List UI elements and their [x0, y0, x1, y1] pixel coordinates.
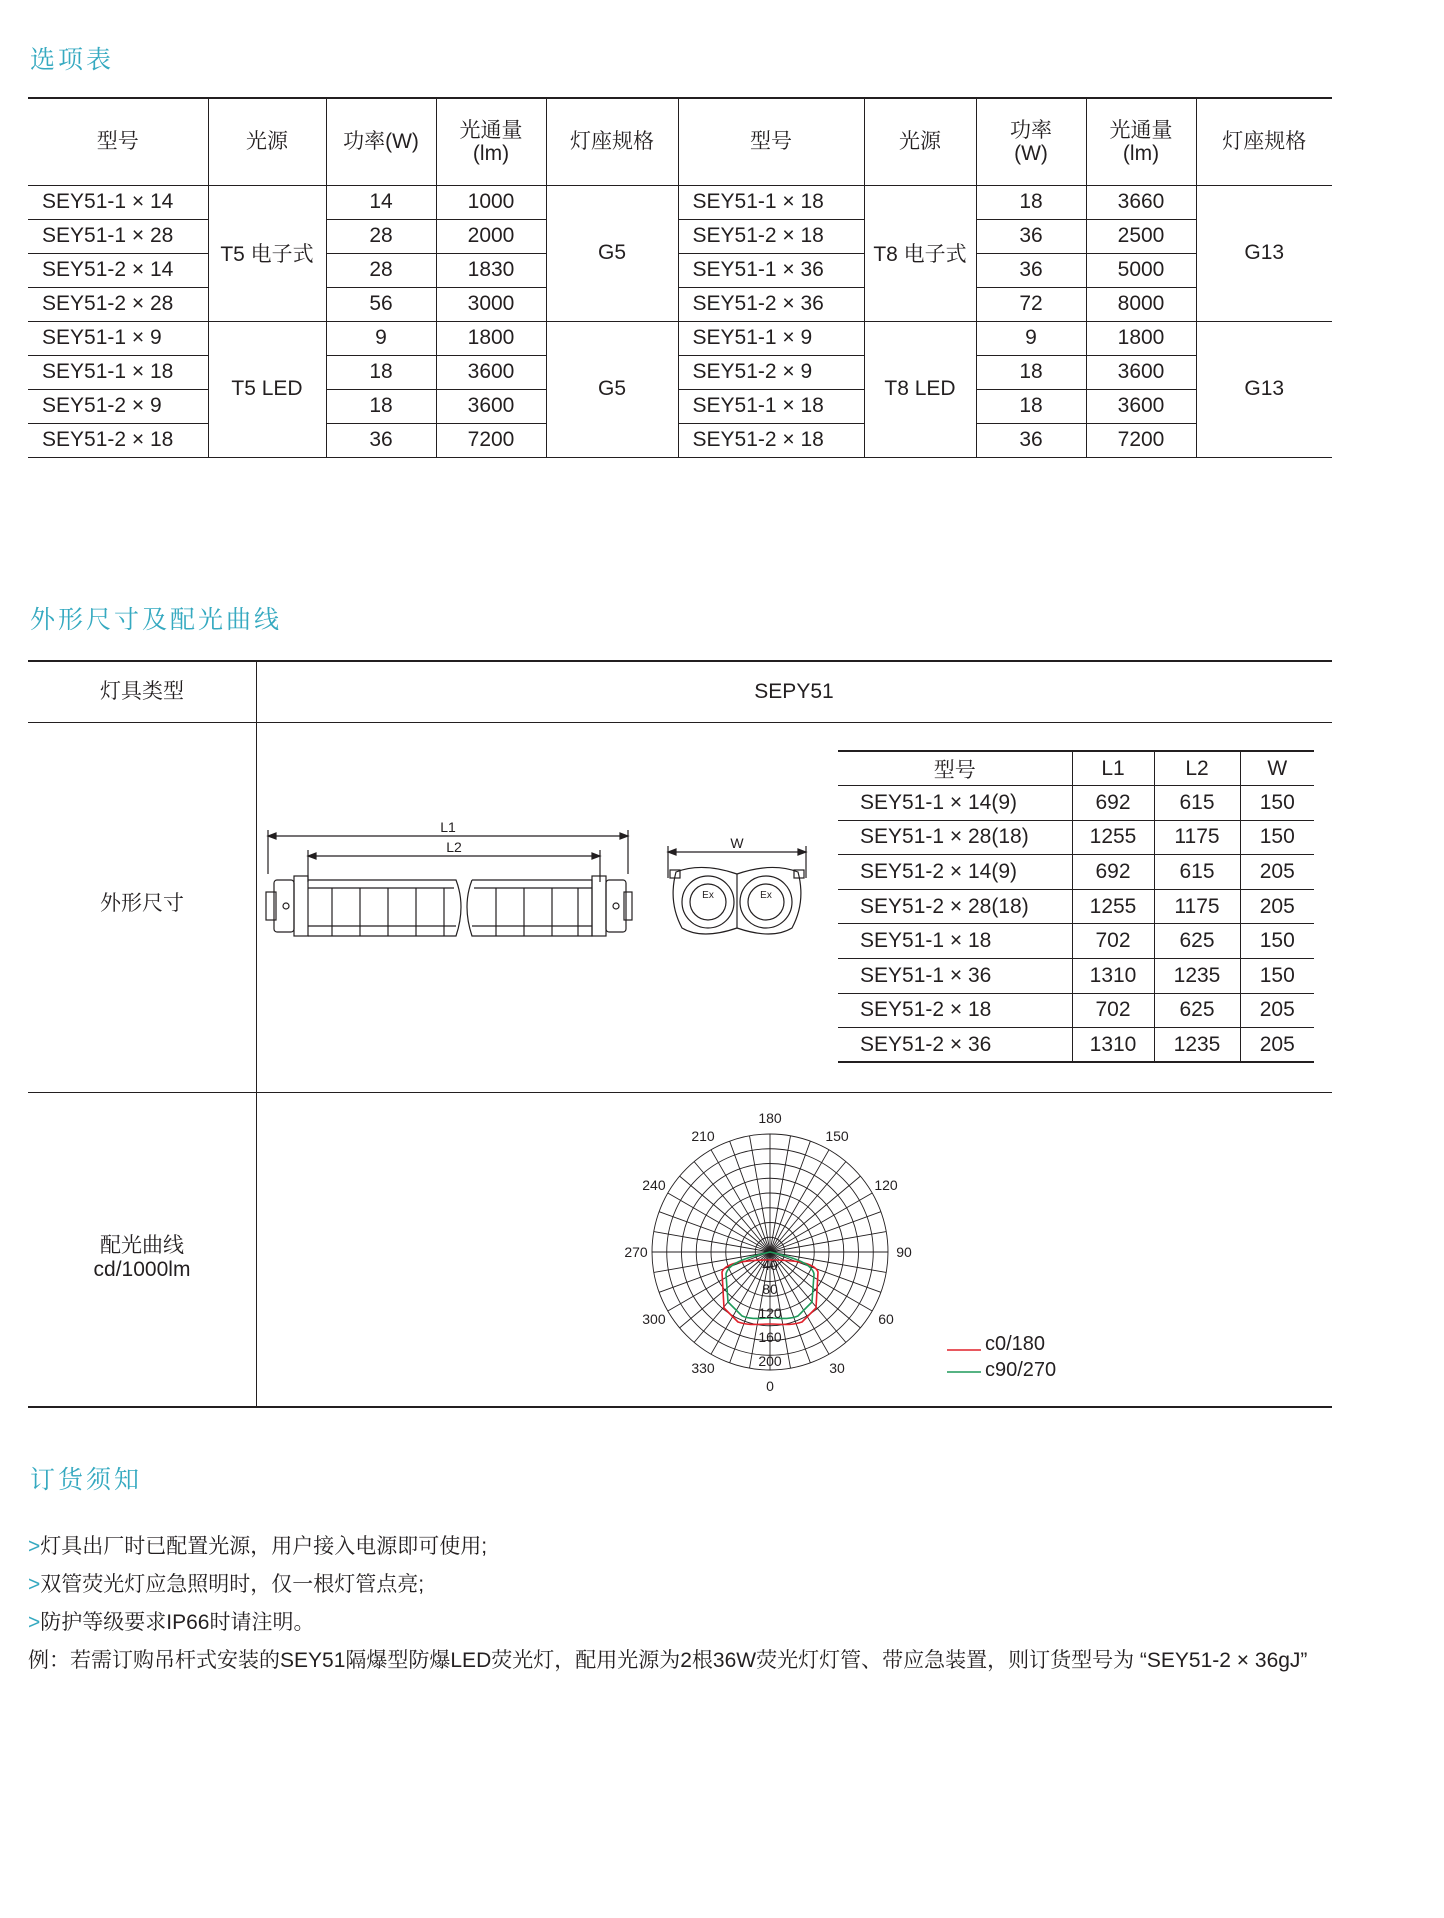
model-cell: SEY51-2 × 9 [678, 355, 864, 389]
flux-cell: 7200 [1086, 423, 1196, 457]
divider [28, 1092, 1332, 1093]
angle-label: 120 [874, 1177, 898, 1193]
type-value: SEPY51 [754, 680, 834, 703]
header-socket-right: 灯座规格 [1196, 98, 1332, 185]
flux-cell: 3600 [436, 355, 546, 389]
model-cell: SEY51-2 × 18 [28, 423, 208, 457]
angle-label: 210 [691, 1127, 715, 1144]
l2-cell: 615 [1154, 786, 1240, 821]
power-cell: 72 [976, 287, 1086, 321]
w-cell: 205 [1240, 993, 1314, 1028]
note-item [28, 1566, 1307, 1604]
size-header-l2: L2 [1154, 751, 1240, 786]
flux-cell: 1800 [1086, 321, 1196, 355]
header-power-right [976, 98, 1086, 185]
l2-cell: 1235 [1154, 1028, 1240, 1063]
l1-cell: 702 [1072, 993, 1154, 1028]
ex-label: Ex [760, 890, 772, 901]
angle-label: 300 [642, 1311, 666, 1327]
header-flux [436, 98, 546, 185]
model-cell: SEY51-1 × 28 [28, 219, 208, 253]
table-row [838, 786, 1314, 821]
model-cell: SEY51-2 × 36 [678, 287, 864, 321]
power-cell: 36 [976, 253, 1086, 287]
model-cell: SEY51-1 × 9 [28, 321, 208, 355]
angle-label: 0 [766, 1378, 774, 1394]
l2-cell: 615 [1154, 855, 1240, 890]
legend-c0: c0/180 [985, 1333, 1046, 1355]
options-title: 选项表 [30, 45, 115, 74]
l1-cell: 692 [1072, 786, 1154, 821]
model-cell: SEY51-1 × 18 [678, 389, 864, 423]
model-cell: SEY51-2 × 14 [28, 253, 208, 287]
power-cell: 36 [326, 423, 436, 457]
w-cell: 205 [1240, 889, 1314, 924]
curve-label [28, 1234, 256, 1282]
note-marker: > [28, 1611, 41, 1634]
power-cell: 9 [976, 321, 1086, 355]
angle-label: 30 [829, 1360, 845, 1377]
radial-label: 120 [758, 1305, 782, 1321]
size-header-model: 型号 [838, 751, 1072, 786]
size-header-l1: L1 [1072, 751, 1154, 786]
flux-cell: 3000 [436, 287, 546, 321]
source-cell: T5 电子式 [208, 185, 326, 321]
type-label: 灯具类型 [100, 680, 184, 703]
power-cell: 56 [326, 287, 436, 321]
flux-cell: 3600 [1086, 389, 1196, 423]
angle-label: 330 [691, 1360, 715, 1377]
l1-cell: 1310 [1072, 1028, 1154, 1063]
model-cell: SEY51-2 × 28 [28, 287, 208, 321]
header-power-l2: (W) [1014, 141, 1048, 165]
note-text: 防护等级要求IP66时请注明。 [40, 1611, 315, 1634]
note-example: 例：若需订购吊杆式安装的SEY51隔爆型防爆LED荧光灯，配用光源为2根36W荧光灯灯管、带应急装置，则订货型号为 “SEY51-2 × 36gJ” [28, 1649, 1308, 1672]
flux-cell: 3660 [1086, 185, 1196, 219]
angle-label: 150 [825, 1127, 849, 1144]
angle-label: 180 [758, 1112, 782, 1126]
flux-cell: 5000 [1086, 253, 1196, 287]
socket-cell: G5 [546, 185, 678, 321]
angle-label: 270 [624, 1244, 648, 1260]
polar-diagram [610, 1112, 930, 1402]
model-cell: SEY51-2 × 14(9) [838, 855, 1072, 890]
l2-cell: 1175 [1154, 889, 1240, 924]
model-cell: SEY51-2 × 18 [678, 219, 864, 253]
flux-cell: 1000 [436, 185, 546, 219]
legend-c90: c90/270 [985, 1359, 1057, 1381]
radial-label: 40 [762, 1257, 778, 1273]
side-view-drawing [260, 818, 640, 948]
angle-label: 60 [878, 1311, 894, 1327]
flux-cell: 8000 [1086, 287, 1196, 321]
radial-label: 160 [758, 1329, 782, 1345]
w-cell: 150 [1240, 959, 1314, 994]
flux-cell: 1800 [436, 321, 546, 355]
table-row [838, 1028, 1314, 1063]
divider [256, 662, 257, 1408]
power-cell: 9 [326, 321, 436, 355]
model-cell: SEY51-1 × 28(18) [838, 820, 1072, 855]
power-cell: 36 [976, 423, 1086, 457]
model-cell: SEY51-2 × 18 [678, 423, 864, 457]
ex-label: Ex [702, 890, 714, 901]
note-text: 双管荧光灯应急照明时，仅一根灯管点亮; [40, 1573, 425, 1596]
size-header-w: W [1240, 751, 1314, 786]
model-cell: SEY51-1 × 14 [28, 185, 208, 219]
power-cell: 28 [326, 253, 436, 287]
note-text: 灯具出厂时已配置光源，用户接入电源即可使用; [40, 1535, 488, 1558]
l1-cell: 702 [1072, 924, 1154, 959]
table-row [838, 959, 1314, 994]
flux-cell: 3600 [436, 389, 546, 423]
model-cell: SEY51-1 × 36 [838, 959, 1072, 994]
end-view-drawing [662, 832, 812, 942]
socket-cell: G13 [1196, 321, 1332, 457]
w-cell: 205 [1240, 1028, 1314, 1063]
header-power-l1: 功率 [1010, 118, 1052, 142]
model-cell: SEY51-2 × 36 [838, 1028, 1072, 1063]
table-row [838, 820, 1314, 855]
power-cell: 18 [976, 355, 1086, 389]
table-row [28, 185, 1332, 219]
table-row [838, 993, 1314, 1028]
power-cell: 18 [976, 185, 1086, 219]
header-source-right: 光源 [864, 98, 976, 185]
divider [28, 722, 1332, 723]
table-row [28, 321, 1332, 355]
header-flux-l1: 光通量 [459, 118, 523, 142]
model-cell: SEY51-1 × 14(9) [838, 786, 1072, 821]
power-cell: 18 [326, 389, 436, 423]
flux-cell: 2500 [1086, 219, 1196, 253]
power-cell: 18 [976, 389, 1086, 423]
flux-cell: 7200 [436, 423, 546, 457]
header-flux-l2-right: (lm) [1122, 141, 1160, 165]
table-row [838, 889, 1314, 924]
note-marker: > [28, 1573, 41, 1596]
options-table [28, 97, 1332, 458]
flux-cell: 2000 [436, 219, 546, 253]
header-power: 功率(W) [326, 98, 436, 185]
table-row [838, 924, 1314, 959]
curve-label-l1: 配光曲线 [100, 1234, 184, 1257]
model-cell: SEY51-2 × 18 [838, 993, 1072, 1028]
l1-label: L1 [440, 819, 456, 835]
model-cell: SEY51-1 × 36 [678, 253, 864, 287]
power-cell: 14 [326, 185, 436, 219]
power-cell: 28 [326, 219, 436, 253]
header-source: 光源 [208, 98, 326, 185]
l2-cell: 625 [1154, 993, 1240, 1028]
model-cell: SEY51-1 × 18 [28, 355, 208, 389]
l2-cell: 1175 [1154, 820, 1240, 855]
socket-cell: G5 [546, 321, 678, 457]
socket-cell: G13 [1196, 185, 1332, 321]
l1-cell: 692 [1072, 855, 1154, 890]
flux-cell: 1830 [436, 253, 546, 287]
angle-label: 240 [642, 1177, 666, 1193]
w-cell: 150 [1240, 820, 1314, 855]
source-cell: T8 LED [864, 321, 976, 457]
header-model: 型号 [28, 98, 208, 185]
w-cell: 205 [1240, 855, 1314, 890]
notes-list [28, 1528, 1307, 1680]
flux-cell: 3600 [1086, 355, 1196, 389]
l2-cell: 1235 [1154, 959, 1240, 994]
l1-cell: 1255 [1072, 889, 1154, 924]
l2-cell: 625 [1154, 924, 1240, 959]
curve-label-l2: cd/1000lm [93, 1258, 191, 1281]
model-cell: SEY51-2 × 28(18) [838, 889, 1072, 924]
header-flux-l2: (lm) [472, 141, 510, 165]
source-cell: T5 LED [208, 321, 326, 457]
table-row [838, 855, 1314, 890]
note-item [28, 1528, 1307, 1566]
model-cell: SEY51-1 × 9 [678, 321, 864, 355]
note-item [28, 1604, 1307, 1642]
angle-label: 90 [896, 1244, 912, 1260]
w-cell: 150 [1240, 924, 1314, 959]
l1-cell: 1310 [1072, 959, 1154, 994]
w-label: W [730, 835, 744, 851]
notes-title: 订货须知 [30, 1465, 143, 1494]
radial-label: 200 [758, 1353, 782, 1369]
header-model-right: 型号 [678, 98, 864, 185]
size-label: 外形尺寸 [100, 892, 184, 915]
dimensions-title: 外形尺寸及配光曲线 [30, 605, 283, 634]
polar-legend [945, 1330, 1125, 1386]
model-cell: SEY51-1 × 18 [678, 185, 864, 219]
model-cell: SEY51-2 × 9 [28, 389, 208, 423]
l2-label: L2 [446, 839, 462, 855]
model-cell: SEY51-1 × 18 [838, 924, 1072, 959]
radial-label: 80 [762, 1281, 778, 1297]
w-cell: 150 [1240, 786, 1314, 821]
power-cell: 36 [976, 219, 1086, 253]
header-flux-right [1086, 98, 1196, 185]
header-socket: 灯座规格 [546, 98, 678, 185]
note-marker: > [28, 1535, 41, 1558]
l1-cell: 1255 [1072, 820, 1154, 855]
header-flux-l1-right: 光通量 [1109, 118, 1173, 142]
power-cell: 18 [326, 355, 436, 389]
size-table [838, 750, 1314, 1063]
source-cell: T8 电子式 [864, 185, 976, 321]
